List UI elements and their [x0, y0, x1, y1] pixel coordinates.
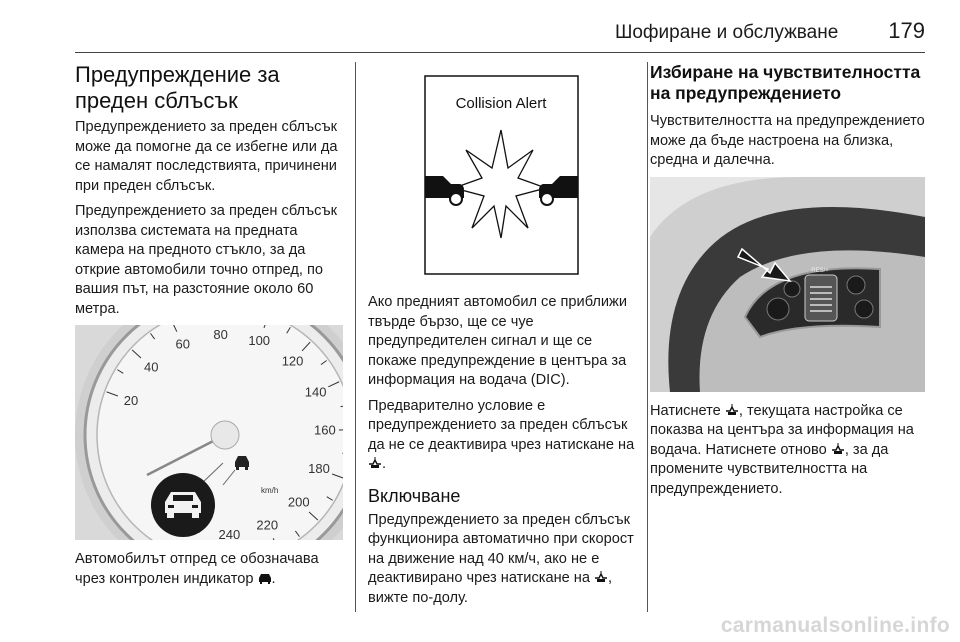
gauge-label: 140 — [304, 384, 327, 400]
collision-alert-title: Collision Alert — [455, 95, 547, 112]
heading-forward-collision: Предупреждение за преден сблъсък — [75, 62, 280, 113]
column-right — [650, 62, 928, 505]
header-rule — [75, 52, 925, 53]
paragraph-press: Натиснете , текущата настройка се показва на центъра за информация на водача. Натиснете отново , за да промените чувствителността на предупреждението. — [650, 402, 914, 497]
sensitivity-button — [784, 281, 800, 297]
paragraph-camera: Предупреждението за преден сблъсък използва системата на предната камера на предното стъкло, за да открие автомобили точно отпред, по вашия път, на разстояние около 60 метра. — [75, 203, 337, 317]
paragraph-precondition: Предварително условие е предупреждението за преден сблъсък да не се деактивира чрез натискане на . — [368, 397, 635, 472]
gauge-label: 80 — [213, 327, 228, 343]
watermark: carmanualsonline.info — [720, 614, 950, 637]
gauge-label: 220 — [256, 517, 279, 533]
section-title: Шофиране и обслужване — [614, 22, 839, 43]
column-middle — [368, 62, 636, 614]
paragraph-intro: Предупреждението за преден сблъсък може да помогне да се избегне или да се намалят последствията, причинени при преден сблъсък. — [75, 119, 338, 194]
gauge-unit: km/h — [261, 486, 279, 495]
gauge-label: 240 — [218, 526, 241, 540]
gauge-label: 200 — [287, 494, 310, 510]
collision-alert-button-icon-2 — [594, 571, 608, 583]
caption-text: Автомобилът отпред се обозначава чрез контролен индикатор — [75, 551, 319, 587]
paragraph-warning: Ако предният автомобил се приближи твърде бързо, ще се чуе предупредителен сигнал и ще се покаже предупреждение в центъра за информация на водача (DIC). — [368, 294, 627, 388]
collision-alert-button-icon-3 — [725, 404, 739, 416]
page-number: 179 — [888, 18, 925, 43]
gauge-label: 160 — [314, 422, 336, 438]
gauge-label: 20 — [123, 392, 139, 408]
gauge-label: 100 — [248, 333, 271, 349]
column-divider-right — [647, 62, 648, 612]
caption-indicator: Автомобилът отпред се обозначава чрез контролен индикатор . — [75, 551, 319, 587]
gauge-label: 120 — [281, 353, 304, 369]
gauge-label: 60 — [175, 336, 190, 352]
heading-sensitivity: Избиране на чувствителността на предупреждението — [650, 62, 921, 103]
wheel-res-label: RES/+ — [811, 267, 829, 274]
speedometer-figure — [75, 325, 343, 540]
paragraph-sensitivity: Чувствителността на предупреждението може да бъде настроена на близка, средна и далечна. — [650, 113, 925, 168]
collision-alert-figure — [368, 68, 636, 283]
gauge-label: 180 — [308, 461, 330, 477]
collision-alert-button-icon-4 — [831, 443, 845, 455]
heading-activation: Включване — [368, 485, 461, 506]
paragraph-activation: Предупреждението за преден сблъсък функционира автоматично при скорост на движение над 40 км/ч, ако не е деактивирано чрез натискане на , вижте по-долу. — [368, 511, 634, 606]
column-left — [75, 62, 343, 595]
collision-alert-button-icon — [368, 457, 382, 469]
column-divider-left — [355, 62, 356, 612]
gauge-label: 40 — [144, 359, 159, 375]
steering-wheel-figure — [650, 177, 925, 392]
page-header — [0, 18, 925, 48]
car-ahead-icon — [258, 572, 272, 584]
gauge-tick — [339, 430, 343, 431]
